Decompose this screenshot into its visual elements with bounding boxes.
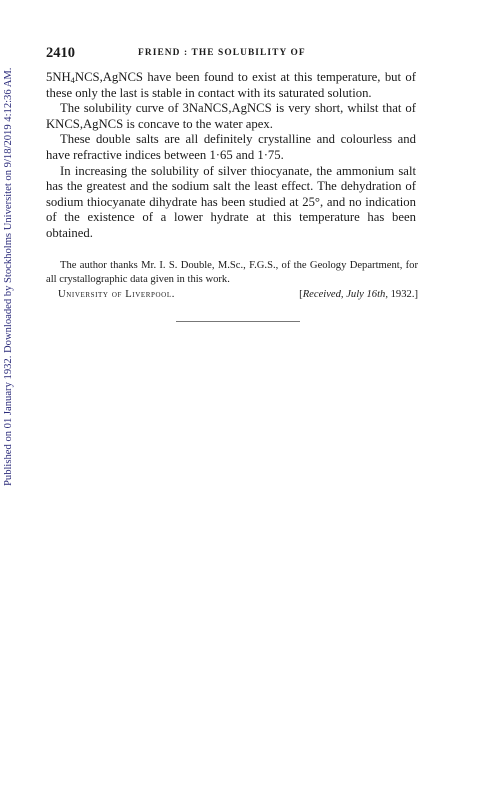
acknowledgement-text: The author thanks Mr. I. S. Double, M.Sc., F.G.S., of the Geology Department, for all crystallographic data given in this work.	[46, 260, 418, 285]
paragraph-3: These double salts are all definitely crystalline and colourless and have refractive indices between 1·65 and 1·75.	[46, 132, 416, 162]
body-text	[46, 70, 416, 242]
download-watermark: Published on 01 January 1932. Downloaded by Stockholms Universitet on 9/18/2019 4:12:36 AM.	[3, 67, 14, 486]
end-rule	[176, 321, 300, 322]
formula-subscript: 4	[70, 75, 75, 85]
received-label: Received, July 16th,	[302, 289, 388, 300]
paragraph-1	[46, 70, 416, 101]
paragraph-2: The solubility curve of 3NaNCS,AgNCS is very short, whilst that of KNCS,AgNCS is concave to the water apex.	[46, 101, 416, 131]
paragraph-4: In increasing the solubility of silver thiocyanate, the ammonium salt has the greatest and the sodium salt the least effect. The dehydration of sodium thiocyanate dihydrate has been studied at 25°, and no indication of the existence of a lower hydrate at this temperature has been obtained.	[46, 163, 416, 240]
paragraph-1-text: NCS,AgNCS have been found to exist at this temperature, but of these only the last is stable in contact with its saturated solution.	[46, 70, 416, 100]
signoff	[58, 288, 418, 302]
received-year: 1932.]	[387, 289, 418, 300]
page-header	[46, 44, 414, 62]
formula-prefix: 5NH	[46, 70, 71, 84]
affiliation: University of Liverpool.	[58, 289, 175, 300]
received-bracket: [	[299, 289, 303, 300]
acknowledgement	[46, 259, 418, 287]
running-head: FRIEND : THE SOLUBILITY OF	[138, 48, 306, 58]
received-date	[299, 288, 418, 302]
page-number: 2410	[46, 45, 75, 61]
